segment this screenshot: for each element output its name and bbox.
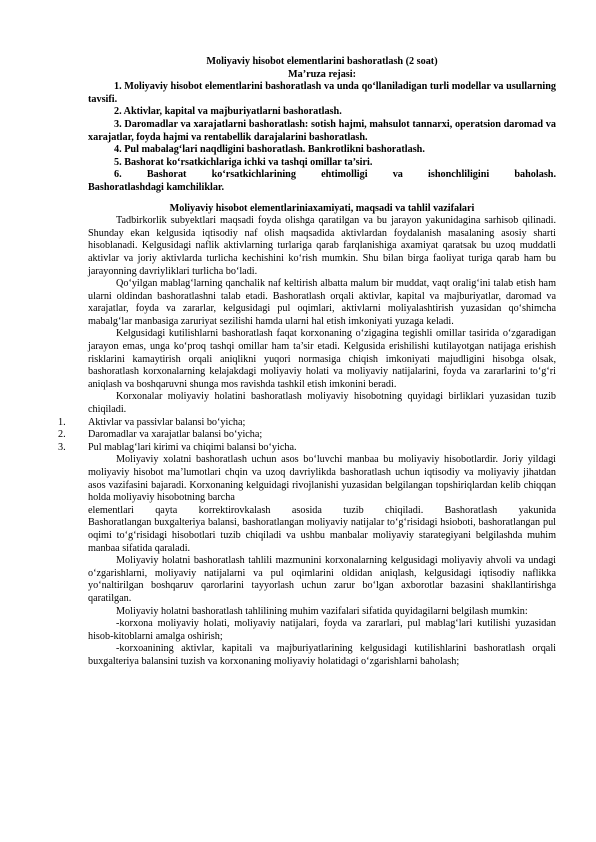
paragraph: Moliyaviy xolatni bashoratlash uchun asos bo‘luvchi manbaa bu moliyaviy hisobotlardir. Joriy yildagi moliyaviy hisobot ma’lumotlari chqin va uzoq davriylikda bashoratlash uchun iqtisodiy va moliyaviy jihatdan asos vazifasini bajaradi. Korxonaning kelguidagi rivojlanishi yuzasidan belgilangan topshiriqlardan kelib chiqqan holda moliyaviy hisobotning barcha [88, 454, 556, 504]
plan-item-6: 6. Bashorat ko‘rsatkichlarining ehtimolligi va ishonchliligini baholash. [114, 169, 556, 181]
list-item-text: Aktivlar va passivlar balansi bo‘yicha; [88, 416, 246, 428]
list-item [58, 441, 556, 455]
paragraph: Moliyaviy holatni bashoratlash tahlili mazmunini korxonalarning kelgusidagi moliyaviy ahvoli va undagi o‘zgarishlarni, moliyaviy natijalarni va pul oqimlarini oldidan aniqlash, kelgusidagi iqtisodiy naflikka yo‘naltirilgan boshqaruv qarorlarini tayyorlash uchun zarur bo‘lgan axborotlar bazasini shakllantirishga qaratilgan. [88, 555, 556, 604]
plan-item-1: 1. Moliyaviy hisobot elementlarini bashoratlash va unda qo‘llaniladigan turli modellar va usullarning tavsifi. [88, 81, 556, 105]
list-item-text: Pul mablag‘lari kirimi va chiqimi balansi bo‘yicha. [88, 441, 297, 453]
plan-title: Ma’ruza rejasi: [288, 68, 356, 80]
list-item [58, 429, 556, 442]
dash-item: -korxoanining aktivlar, kapitali va majburiyatlarining kelgusidagi kutilishlarini bashoratlash orqali buxgalteriya balansini tuzish va korxonaning moliyaviy holatidagi o‘zgarishlarni baholash; [88, 643, 556, 667]
paragraph: Moliyaviy holatni bashoratlash tahlilining muhim vazifalari sifatida quyidagilarni belgilash mumkin: [116, 605, 528, 617]
spacer [88, 195, 556, 203]
list-item-number: 1. [58, 416, 66, 428]
paragraph: Kelgusidagi kutilishlarni bashoratlash faqat korxonaning o‘zigagina tegishli omillar tasirida o‘zgaradigan jarayon emas, unga ko‘proq tashqi omillar ham ta’sir etadi. Kelgusida erishilishi kutilayotgan natijaga erishish risklarini kamaytirish orqali aniqlikni yuqori normasiga chiqish imkoniyati majudligini hisobga olsak, bashoratlash korxonalarning kelajakdagi moliyaviy holati va moliyaviy natijalarini, foyda va zararlarini to‘g‘ri aniqlash va boshqaruvni shunga mos ravishda tashkil etish imkonini beradi. [88, 328, 556, 390]
numbered-list [58, 416, 556, 455]
list-item-text: Daromadlar va xarajatlar balansi bo‘yicha; [88, 429, 263, 441]
paragraph-spread-line: elementlari qayta korrektirovkalash asosida tuzib chiqiladi. Bashoratlash yakunida [88, 504, 556, 516]
plan-item-6-continuation: Bashoratlashdagi kamchiliklar. [88, 181, 225, 193]
list-item-number: 3. [58, 441, 66, 453]
plan-item-4: 4. Pul mabalag‘lari naqdligini bashoratlash. Bankrotlikni bashoratlash. [114, 144, 425, 156]
paragraph: Korxonalar moliyaviy holatini bashoratlash moliyaviy hisobotning quyidagi birliklari yuzasidan tuzib chiqiladi. [88, 391, 556, 416]
paragraph: Tadbirkorlik subyektlari maqsadi foyda olishga qaratilgan va bu jarayon yakunidagina sarhisob qilinadi. Shunday ekan kelgusida iqtisodiy naf olish maqsadida aktivlardan foydalanish masalaning asosiy sharti hisoblanadi. Kelgusidagi naflik aktivlarning turlariga qarab farqlanishiga axamiyat qaratsak bu uzoq muddatli aktivlar va joriy aktivlarda turlicha kechishini ko‘rish mumkin. Shu bilan birga faoliyat turiga qarab ham bu jarayonning davriyliklari turlicha bo‘ladi. [88, 215, 556, 277]
section-title: Moliyaviy hisobot elementlariniaxamiyati, maqsadi va tahlil vazifalari [169, 202, 475, 214]
list-item-number: 2. [58, 429, 66, 441]
paragraph: Bashoratlangan buxgalteriya balansi, bashoratlangan moliyaviy natijalar to‘g‘risidagi hsioboti, bashoratlangan pul oqimi to‘g‘risidagi hisobotlari tuzib chiqiladi va ushbu manbalar moliyaviy starategiyani belgilashda muhim manbaa sifatida qaraladi. [88, 517, 556, 554]
plan-item-5: 5. Bashorat ko‘rsatkichlariga ichki va tashqi omillar ta’siri. [114, 156, 373, 168]
list-item [58, 416, 556, 430]
plan-item-2: 2. Aktivlar, kapital va majburiyatlarni bashoratlash. [114, 106, 342, 118]
plan-item-3: 3. Daromadlar va xarajatlarni bashoratlash: sotish hajmi, mahsulot tannarxi, operatsion daromad va xarajatlar, foyda hajmi va rentabellik darajalarini bashoratlash. [88, 118, 556, 143]
paragraph: Qo‘yilgan mablag‘larning qanchalik naf keltirish albatta malum bir muddat, vaqt oralig‘ini talab etish ham ularni oldindan bashoratlashni talab etadi. Bashoratlash orqali aktivlar, kapital va majburiyatlar, daromad va xarajatlar, foyda va zararlar, kelgusidagi pul oqimlari, aktivlarni moliyalashtirish yuzasidan qo‘shimcha mabalg‘lar manbasiga zaruriyat sezilishi hamda ularni hal etish imkoniyati yuzaga keladi. [88, 278, 556, 327]
document-title: Moliyaviy hisobot elementlarini bashoratlash (2 soat) [206, 56, 438, 67]
dash-item: -korxona moliyaviy holati, moliyaviy natijalari, foyda va zararlari, pul mablag‘lari kutilishi yuzasidan hisob-kitoblarni amalga oshirish; [88, 618, 556, 642]
